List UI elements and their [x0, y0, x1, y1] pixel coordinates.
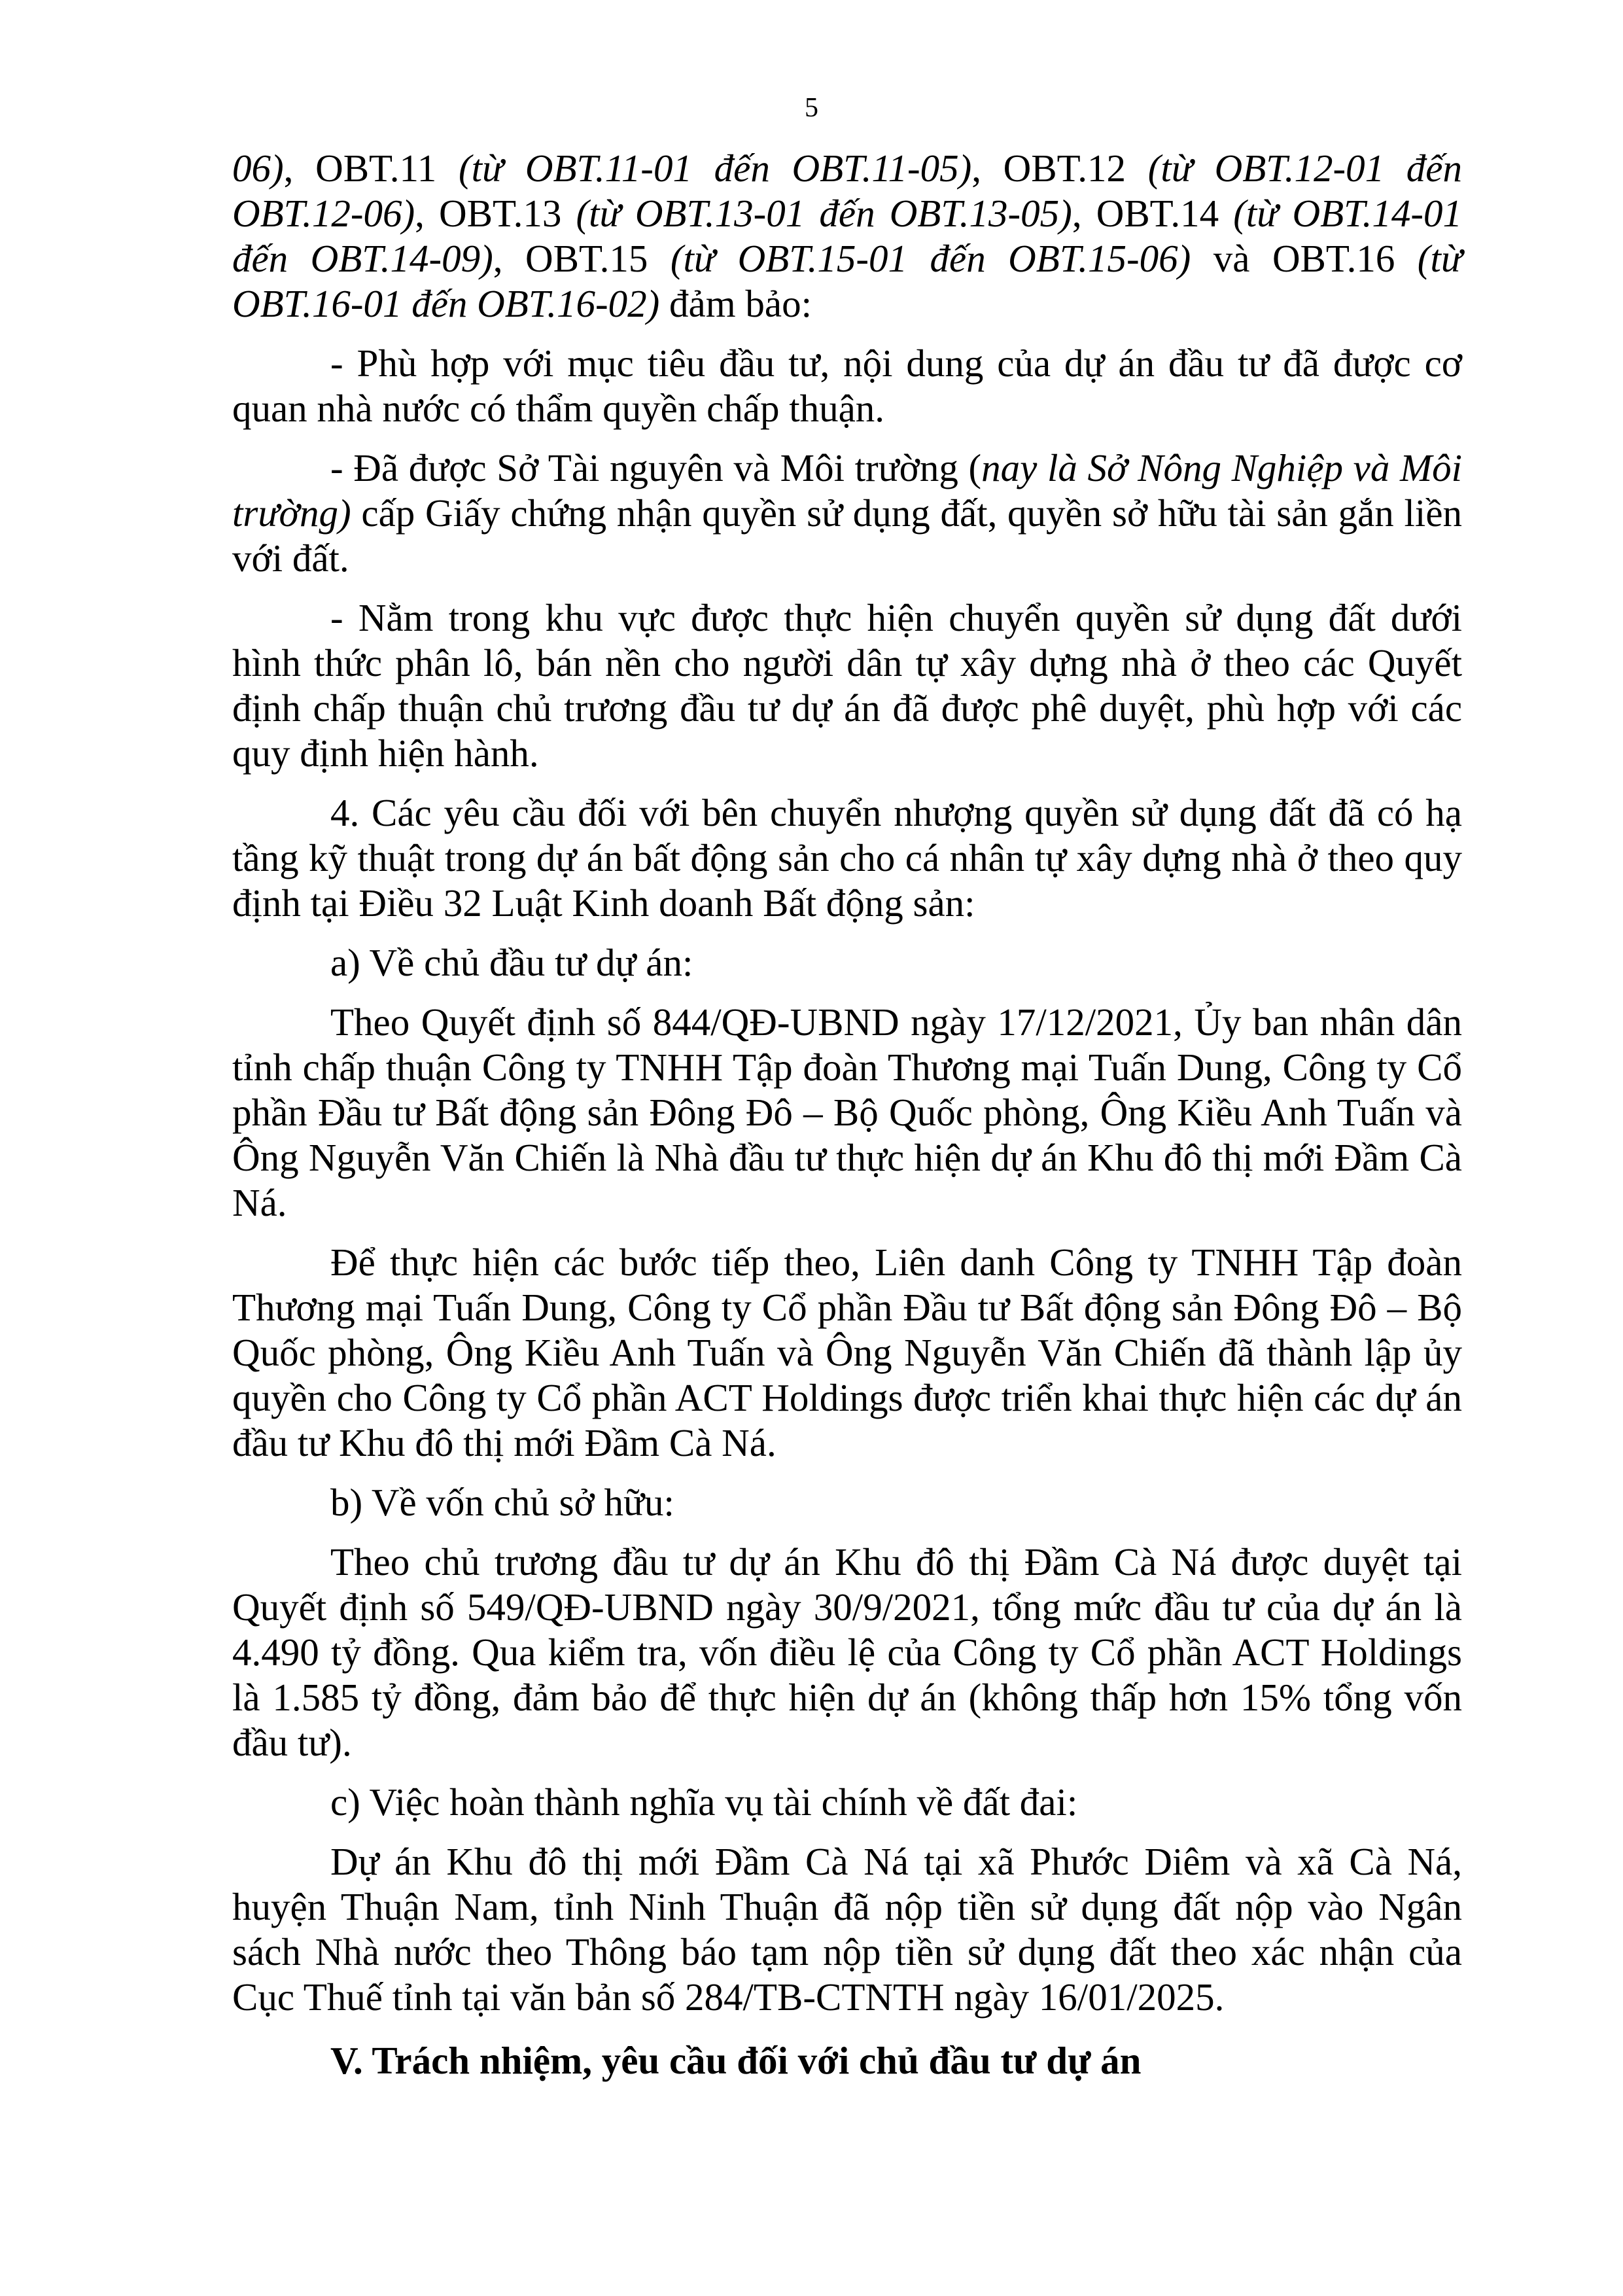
- lot-range-text: (từ OBT.11-01 đến OBT.11-05): [458, 147, 972, 190]
- lot-code-text: , OBT.11: [283, 147, 459, 190]
- paragraph-authorization: Để thực hiện các bước tiếp theo, Liên danh Công ty TNHH Tập đoàn Thương mại Tuấn Dung, Công ty Cổ phần Đầu tư Bất động sản Đông Đô – Bộ Quốc phòng, Ông Kiều Anh Tuấn và Ông Nguyễn Văn Chiến đã thành lập ủy quyền cho Công ty Cổ phần ACT Holdings được triển khai thực hiện các dự án đầu tư Khu đô thị mới Đầm Cà Ná.: [232, 1241, 1462, 1464]
- paragraph-investment-goal: - Phù hợp với mục tiêu đầu tư, nội dung của dự án đầu tư đã được cơ quan nhà nước có thẩm quyền chấp thuận.: [232, 342, 1462, 430]
- paragraph-land-fee-payment: Dự án Khu đô thị mới Đầm Cà Ná tại xã Phước Diêm và xã Cà Ná, huyện Thuận Nam, tỉnh Ninh Thuận đã nộp tiền sử dụng đất nộp vào Ngân sách Nhà nước theo Thông báo tạm nộp tiền sử dụng đất theo xác nhận của Cục Thuế tỉnh tại văn bản số 284/TB-CTNTH ngày 16/01/2025.: [232, 1840, 1462, 2019]
- paragraph-equity-capital: Theo chủ trương đầu tư dự án Khu đô thị Đầm Cà Ná được duyệt tại Quyết định số 549/QĐ-UBND ngày 30/9/2021, tổng mức đầu tư của dự án là 4.490 tỷ đồng. Qua kiểm tra, vốn điều lệ của Công ty Cổ phần ACT Holdings là 1.585 tỷ đồng, đảm bảo để thực hiện dự án (không thấp hơn 15% tổng vốn đầu tư).: [232, 1540, 1462, 1764]
- subheading-equity: b) Về vốn chủ sở hữu:: [330, 1481, 674, 1524]
- lot-code-text: , OBT.12: [971, 147, 1148, 190]
- subheading-investor: a) Về chủ đầu tư dự án:: [330, 941, 693, 984]
- lot-range-text: (từ OBT.13-01 đến OBT.13-05): [576, 192, 1072, 235]
- certificate-text: - Đã được Sở Tài nguyên và Môi trường (: [330, 446, 982, 489]
- lot-code-text: , OBT.13: [415, 192, 576, 235]
- lot-code-text: và OBT.16: [1191, 237, 1418, 280]
- certificate-text: cấp Giấy chứng nhận quyền sử dụng đất, quyền sở hữu tài sản gắn liền với đất.: [232, 491, 1462, 580]
- lot-range-text: (từ OBT.14-01 đến OBT.14-09): [232, 192, 1462, 280]
- paragraph-land-certificate: [232, 446, 1462, 581]
- agency-note-text: nay là Sở Nông Nghiệp và Môi trường): [232, 446, 1462, 535]
- lot-code-text: đảm bảo:: [659, 282, 812, 325]
- paragraph-lot-list: [232, 146, 1462, 327]
- subheading-financial-obligations: c) Việc hoàn thành nghĩa vụ tài chính về đất đai:: [330, 1780, 1078, 1824]
- lot-range-text: 06): [232, 147, 284, 190]
- lot-range-text: (từ OBT.15-01 đến OBT.15-06): [670, 237, 1191, 280]
- lot-code-text: , OBT.14: [1072, 192, 1234, 235]
- page-number: 5: [805, 93, 818, 123]
- paragraph-investor-decision: Theo Quyết định số 844/QĐ-UBND ngày 17/12/2021, Ủy ban nhân dân tỉnh chấp thuận Công ty TNHH Tập đoàn Thương mại Tuấn Dung, Công ty Cổ phần Đầu tư Bất động sản Đông Đô – Bộ Quốc phòng, Ông Kiều Anh Tuấn và Ông Nguyễn Văn Chiến là Nhà đầu tư thực hiện dự án Khu đô thị mới Đầm Cà Ná.: [232, 1000, 1462, 1224]
- section-heading-responsibilities: V. Trách nhiệm, yêu cầu đối với chủ đầu tư dự án: [330, 2039, 1142, 2082]
- paragraph-transfer-area: - Nằm trong khu vực được thực hiện chuyển quyền sử dụng đất dưới hình thức phân lô, bán nền cho người dân tự xây dựng nhà ở theo các Quyết định chấp thuận chủ trương đầu tư dự án đã được phê duyệt, phù hợp với các quy định hiện hành.: [232, 596, 1462, 775]
- lot-range-text: (từ OBT.12-01 đến OBT.12-06): [232, 147, 1462, 235]
- lot-range-text: (từ OBT.16-01 đến OBT.16-02): [232, 237, 1463, 325]
- lot-code-text: , OBT.15: [493, 237, 671, 280]
- paragraph-requirements: 4. Các yêu cầu đối với bên chuyển nhượng quyền sử dụng đất đã có hạ tầng kỹ thuật trong dự án bất động sản cho cá nhân tự xây dựng nhà ở theo quy định tại Điều 32 Luật Kinh doanh Bất động sản:: [232, 791, 1462, 925]
- body-text: [232, 146, 1462, 2083]
